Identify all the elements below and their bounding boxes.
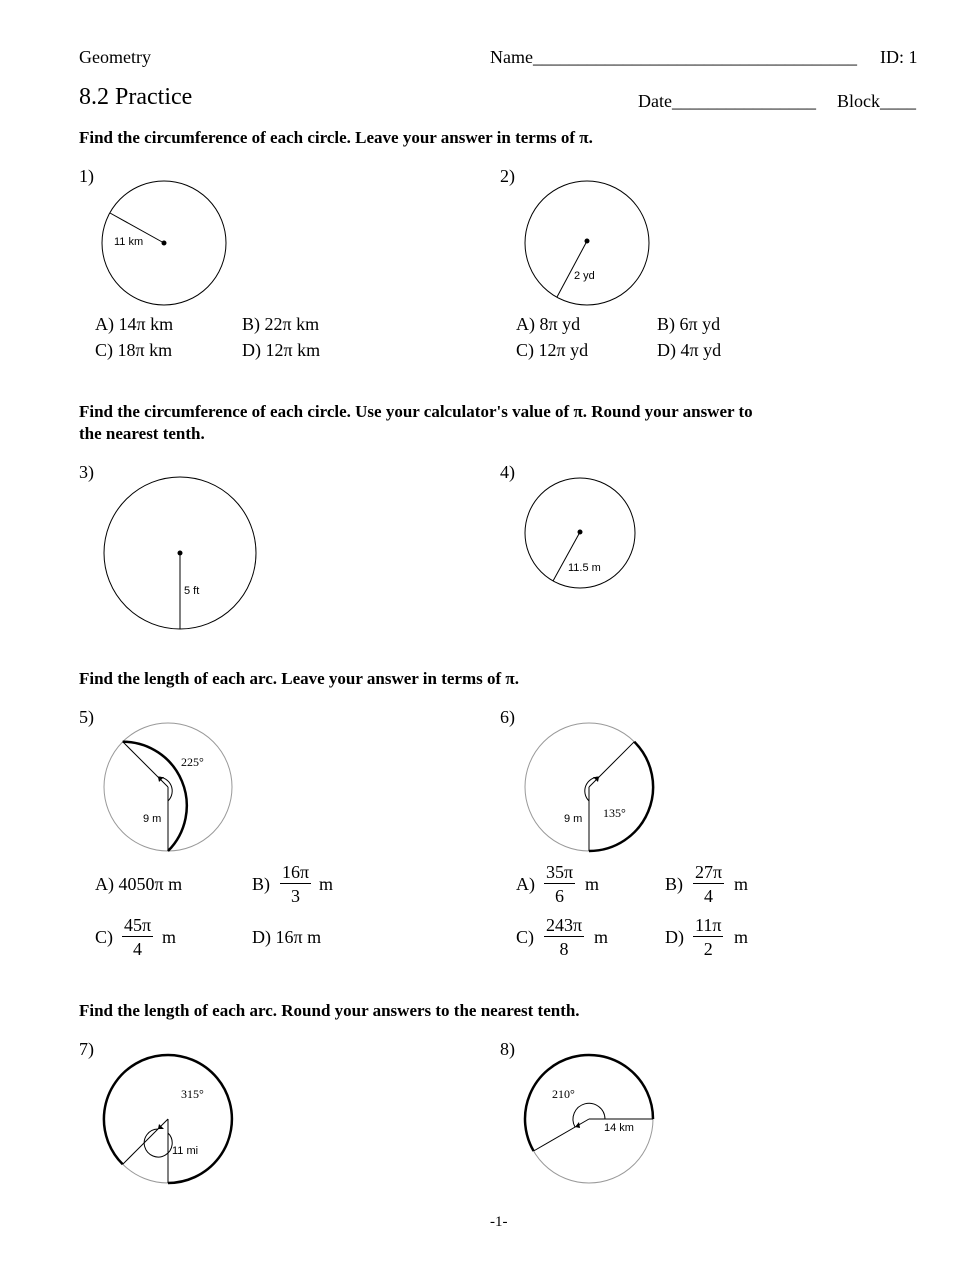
fraction-denominator: 4: [133, 939, 143, 959]
problem-7-radius-label: 11 mi: [172, 1145, 199, 1157]
fraction-numerator: 16π: [282, 862, 310, 882]
problem-8-angle-label: 210°: [552, 1087, 575, 1101]
problem-5-choice-c-prefix[interactable]: C): [95, 927, 113, 947]
page-title: 8.2 Practice: [79, 84, 193, 110]
problem-2-choice-b[interactable]: B) 6π yd: [657, 314, 721, 334]
section-4-instruction: Find the length of each arc. Round your answers to the nearest tenth.: [79, 1001, 580, 1020]
fraction-numerator: 11π: [695, 915, 722, 935]
fraction-numerator: 35π: [546, 862, 574, 882]
block-field[interactable]: Block____: [837, 91, 916, 111]
section-3-instruction: Find the length of each arc. Leave your answer in terms of π.: [79, 669, 519, 688]
problem-2-choice-d[interactable]: D) 4π yd: [657, 340, 722, 360]
problem-6-choice-b-unit: m: [734, 874, 749, 894]
problem-5-choice-b-prefix[interactable]: B): [252, 874, 270, 894]
problem-2-radius-label: 2 yd: [574, 270, 595, 282]
problem-2-choice-c[interactable]: C) 12π yd: [516, 340, 589, 360]
name-field[interactable]: Name____________________________________: [490, 47, 857, 67]
problem-8-radius-label: 14 km: [604, 1122, 634, 1134]
problem-6-choice-d-fraction[interactable]: [693, 914, 723, 961]
problem-5-choice-b-unit: m: [319, 874, 334, 894]
problem-2-choice-a[interactable]: A) 8π yd: [516, 314, 581, 334]
fraction-numerator: 27π: [695, 862, 723, 882]
problem-7-angle-label: 315°: [181, 1087, 204, 1101]
problem-5-number: 5): [79, 707, 94, 727]
problem-6-choice-d-prefix[interactable]: D): [665, 927, 684, 947]
problem-5-angle-label: 225°: [181, 755, 204, 769]
section-2-instruction-line2: the nearest tenth.: [79, 424, 205, 443]
fraction-denominator: 8: [559, 939, 569, 959]
problem-5-arc-figure: [102, 722, 234, 854]
course-name: Geometry: [79, 47, 151, 67]
page-number: -1-: [490, 1214, 508, 1230]
fraction-denominator: 6: [555, 886, 565, 906]
problem-8-arc-figure: [524, 1054, 656, 1186]
problem-6-choice-c-unit: m: [594, 927, 609, 947]
problem-6-arc-figure: [524, 722, 656, 854]
problem-1-choice-a[interactable]: A) 14π km: [95, 314, 174, 334]
fraction-denominator: 2: [703, 939, 713, 959]
problem-6-choice-c-prefix[interactable]: C): [516, 927, 534, 947]
fraction-denominator: 4: [704, 886, 714, 906]
fraction-denominator: 3: [291, 886, 301, 906]
problem-6-choice-b-fraction[interactable]: [693, 861, 724, 908]
problem-6-choice-b-prefix[interactable]: B): [665, 874, 683, 894]
problem-3-number: 3): [79, 462, 94, 482]
problem-7-arc-figure: [102, 1054, 234, 1186]
problem-4-radius-label: 11.5 m: [568, 562, 601, 574]
problem-6-choice-c-fraction[interactable]: [544, 914, 584, 961]
problem-6-number: 6): [500, 707, 515, 727]
section-2-instruction-line1: Find the circumference of each circle. Use your calculator's value of π. Round your answer to: [79, 402, 753, 421]
problem-1-choice-c[interactable]: C) 18π km: [95, 340, 173, 360]
problem-1-radius-label: 11 km: [114, 236, 144, 248]
section-1-instruction: Find the circumference of each circle. Leave your answer in terms of π.: [79, 128, 593, 147]
fraction-numerator: 45π: [124, 915, 152, 935]
date-field[interactable]: Date________________: [638, 91, 816, 111]
problem-4-number: 4): [500, 462, 515, 482]
problem-5-choice-d[interactable]: D) 16π m: [252, 927, 322, 947]
problem-5-choice-c-fraction[interactable]: [122, 914, 153, 961]
problem-6-choice-a-prefix[interactable]: A): [516, 874, 535, 894]
fraction-numerator: 243π: [546, 915, 583, 935]
problem-3-circle-figure: [102, 476, 258, 632]
problem-2-number: 2): [500, 166, 515, 186]
problem-2-circle-figure: [524, 180, 654, 310]
problem-5-choice-c-unit: m: [162, 927, 177, 947]
problem-5-choice-b-fraction[interactable]: [280, 861, 311, 908]
problem-6-choice-a-fraction[interactable]: [544, 861, 575, 908]
problem-1-number: 1): [79, 166, 94, 186]
problem-1-choice-d[interactable]: D) 12π km: [242, 340, 321, 360]
problem-7-number: 7): [79, 1039, 94, 1059]
problem-6-radius-label: 9 m: [564, 813, 583, 825]
problem-3-radius-label: 5 ft: [184, 585, 200, 597]
problem-6-choice-a-unit: m: [585, 874, 600, 894]
id-label: ID: 1: [880, 47, 918, 67]
problem-8-number: 8): [500, 1039, 515, 1059]
problem-5-radius-label: 9 m: [143, 813, 162, 825]
problem-1-choice-b[interactable]: B) 22π km: [242, 314, 320, 334]
problem-5-choice-a[interactable]: A) 4050π m: [95, 874, 183, 894]
problem-6-choice-d-unit: m: [734, 927, 749, 947]
problem-6-angle-label: 135°: [603, 806, 626, 820]
